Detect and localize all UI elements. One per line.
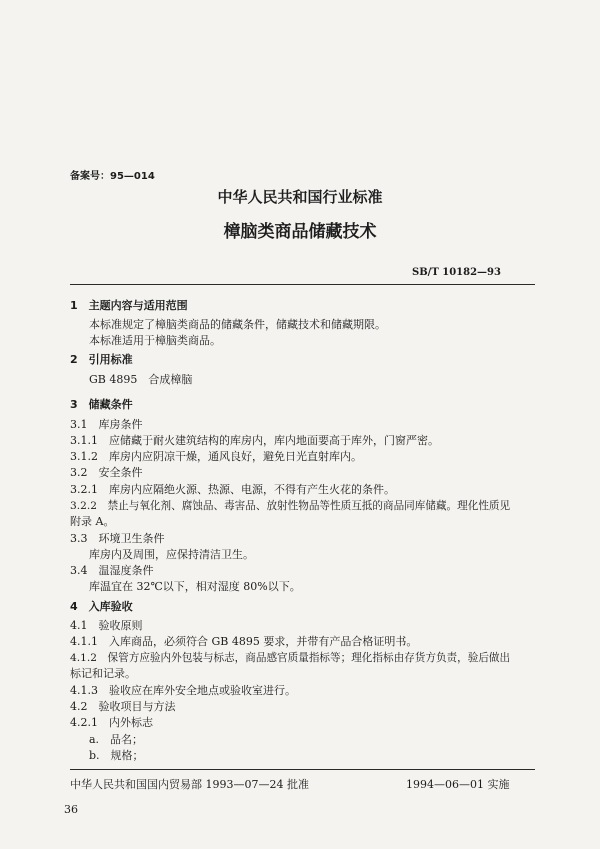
- paragraph: 本标准适用于樟脑类商品。: [89, 334, 221, 347]
- section-heading-3: 3 储藏条件: [70, 398, 133, 411]
- clause: 4.2 验收项目与方法: [70, 700, 176, 713]
- clause-continuation: 附录 A。: [70, 515, 115, 528]
- clause: 4.1.2 保管方应验内外包装与标志，商品感官质量指标等；理化指标由存货方负责，验后做出: [70, 652, 511, 664]
- clause: 4.2.1 内外标志: [70, 716, 153, 729]
- standard-code: SB/T 10182—93: [412, 267, 501, 278]
- clause: 3.2.2 禁止与氧化剂、腐蚀品、毒害品、放射性物品等性质互抵的商品同库储藏。理化性质见: [70, 500, 511, 512]
- clause: 3.1.2 库房内应阴凉干燥，通风良好，避免日光直射库内。: [70, 450, 362, 463]
- paragraph: 本标准规定了樟脑类商品的储藏条件，储藏技术和储藏期限。: [89, 318, 386, 331]
- reference-standard: GB 4895 合成樟脑: [89, 373, 193, 386]
- clause: 3.3 环境卫生条件: [70, 532, 165, 545]
- page-number: 36: [64, 803, 78, 816]
- paragraph: 库温宜在 32℃以下，相对湿度 80%以下。: [89, 580, 301, 593]
- clause: 4.1.3 验收应在库外安全地点或验收室进行。: [70, 684, 296, 697]
- header-rule: [70, 284, 535, 285]
- section-heading-1: 1 主题内容与适用范围: [70, 299, 188, 312]
- clause: 3.1 库房条件: [70, 418, 143, 431]
- clause: 3.2.1 库房内应隔绝火源、热源、电源，不得有产生火花的条件。: [70, 483, 395, 496]
- clause: 3.4 温湿度条件: [70, 564, 154, 577]
- list-item: b. 规格；: [89, 749, 144, 762]
- approval-statement: 中华人民共和国国内贸易部 1993—07—24 批准: [70, 778, 309, 791]
- footer-rule: [70, 769, 535, 770]
- standard-type: 中华人民共和国行业标准: [217, 188, 383, 206]
- paragraph: 库房内及周围，应保持清洁卫生。: [89, 548, 254, 561]
- document-title: 樟脑类商品储藏技术: [223, 222, 377, 242]
- clause: 4.1.1 入库商品，必须符合 GB 4895 要求，并带有产品合格证明书。: [70, 635, 418, 648]
- section-heading-2: 2 引用标准: [70, 353, 133, 366]
- clause-continuation: 标记和记录。: [70, 667, 136, 680]
- effective-date: 1994—06—01 实施: [406, 778, 510, 791]
- section-heading-4: 4 入库验收: [70, 600, 133, 613]
- clause: 4.1 验收原则: [70, 619, 143, 632]
- record-number: 备案号：95—014: [70, 171, 155, 182]
- clause: 3.2 安全条件: [70, 466, 143, 479]
- clause: 3.1.1 应储藏于耐火建筑结构的库房内，库内地面要高于库外，门窗严密。: [70, 434, 439, 447]
- list-item: a. 品名；: [89, 733, 144, 746]
